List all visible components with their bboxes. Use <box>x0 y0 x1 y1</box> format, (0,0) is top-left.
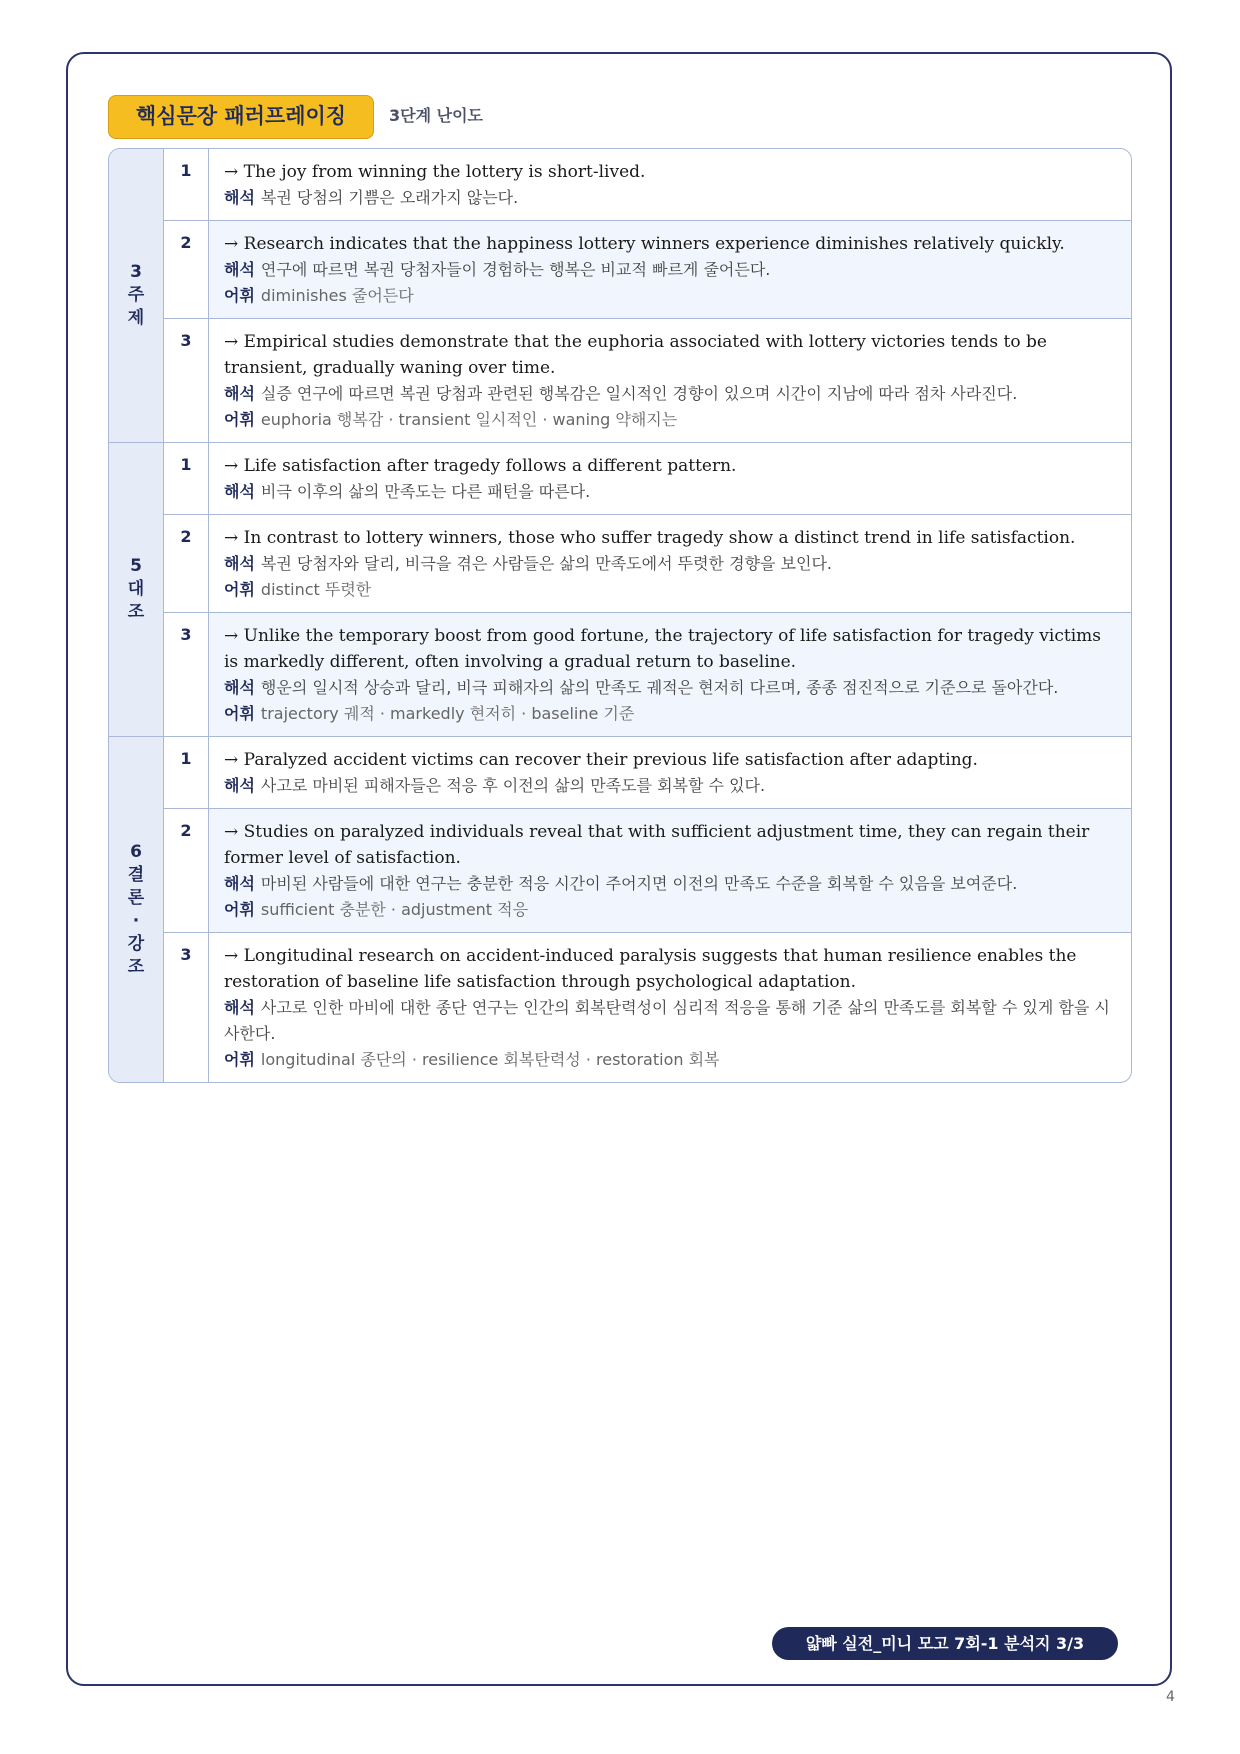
english-sentence: → Paralyzed accident victims can recover their previous life satisfaction after adapting. <box>224 750 978 770</box>
vocab-line: 어휘 longitudinal 종단의 · resilience 회복탄력성 · restoration 회복 <box>224 1050 720 1069</box>
table-row <box>164 808 1131 932</box>
section-group <box>109 442 1131 736</box>
translation-line: 해석 실증 연구에 따르면 복권 당첨과 관련된 행복감은 일시적인 경향이 있으며 시간이 지남에 따라 점차 사라진다. <box>224 384 1018 403</box>
row-number: 1 <box>164 443 209 514</box>
english-sentence: → Studies on paralyzed individuals reveal that with sufficient adjustment time, they can regain their former level of satisfaction. <box>224 822 1090 868</box>
table-row <box>164 149 1131 220</box>
translation-line: 해석 복권 당첨의 기쁨은 오래가지 않는다. <box>224 188 519 207</box>
section-label: 5 대조 <box>109 443 164 736</box>
section-title: 핵심문장 패러프레이징 <box>108 95 374 139</box>
english-sentence: → Research indicates that the happiness lottery winners experience diminishes relatively quickly. <box>224 234 1065 254</box>
row-number: 3 <box>164 933 209 1082</box>
vocab-line: 어휘 diminishes 줄어든다 <box>224 286 414 305</box>
table-row <box>164 612 1131 736</box>
paraphrase-table <box>108 148 1132 1083</box>
section-label: 6 결론· 강조 <box>109 737 164 1082</box>
table-row <box>164 220 1131 318</box>
english-sentence: → Longitudinal research on accident-induced paralysis suggests that human resilience enables the restoration of baseline life satisfaction through psychological adaptation. <box>224 946 1077 992</box>
english-sentence: → Empirical studies demonstrate that the euphoria associated with lottery victories tends to be transient, gradually waning over time. <box>224 332 1047 378</box>
translation-line: 해석 사고로 인한 마비에 대한 종단 연구는 인간의 회복탄력성이 심리적 적응을 통해 기준 삶의 만족도를 회복할 수 있게 함을 시사한다. <box>224 998 1110 1043</box>
section-group <box>109 736 1131 1082</box>
english-sentence: → In contrast to lottery winners, those who suffer tragedy show a distinct trend in life satisfaction. <box>224 528 1076 548</box>
table-row <box>164 514 1131 612</box>
translation-line: 해석 연구에 따르면 복권 당첨자들이 경험하는 행복은 비교적 빠르게 줄어든다. <box>224 260 771 279</box>
english-sentence: → Life satisfaction after tragedy follows a different pattern. <box>224 456 737 476</box>
row-number: 2 <box>164 515 209 612</box>
page-number: 4 <box>1166 1689 1175 1705</box>
difficulty-label: 3단계 난이도 <box>389 106 483 125</box>
vocab-line: 어휘 sufficient 충분한 · adjustment 적응 <box>224 900 529 919</box>
vocab-line: 어휘 trajectory 궤적 · markedly 현저히 · baseline 기준 <box>224 704 635 723</box>
row-number: 3 <box>164 613 209 736</box>
translation-line: 해석 사고로 마비된 피해자들은 적응 후 이전의 삶의 만족도를 회복할 수 있다. <box>224 776 766 795</box>
row-number: 3 <box>164 319 209 442</box>
row-number: 2 <box>164 809 209 932</box>
english-sentence: → Unlike the temporary boost from good fortune, the trajectory of life satisfaction for tragedy victims is markedly different, often involving a gradual return to baseline. <box>224 626 1101 672</box>
row-number: 2 <box>164 221 209 318</box>
table-row <box>164 737 1131 808</box>
table-row <box>164 318 1131 442</box>
section-group <box>109 149 1131 442</box>
translation-line: 해석 비극 이후의 삶의 만족도는 다른 패턴을 따른다. <box>224 482 591 501</box>
translation-line: 해석 마비된 사람들에 대한 연구는 충분한 적응 시간이 주어지면 이전의 만족도 수준을 회복할 수 있음을 보여준다. <box>224 874 1018 893</box>
row-number: 1 <box>164 737 209 808</box>
vocab-line: 어휘 euphoria 행복감 · transient 일시적인 · waning 약해지는 <box>224 410 678 429</box>
table-row <box>164 932 1131 1082</box>
vocab-line: 어휘 distinct 뚜렷한 <box>224 580 372 599</box>
section-label: 3 주제 <box>109 149 164 442</box>
table-row <box>164 443 1131 514</box>
translation-line: 해석 행운의 일시적 상승과 달리, 비극 피해자의 삶의 만족도 궤적은 현저히 다르며, 종종 점진적으로 기준으로 돌아간다. <box>224 678 1059 697</box>
row-number: 1 <box>164 149 209 220</box>
english-sentence: → The joy from winning the lottery is short-lived. <box>224 162 646 182</box>
translation-line: 해석 복권 당첨자와 달리, 비극을 겪은 사람들은 삶의 만족도에서 뚜렷한 경향을 보인다. <box>224 554 833 573</box>
footer-badge: 얇빠 실전_미니 모고 7회-1 분석지 3/3 <box>772 1627 1118 1660</box>
